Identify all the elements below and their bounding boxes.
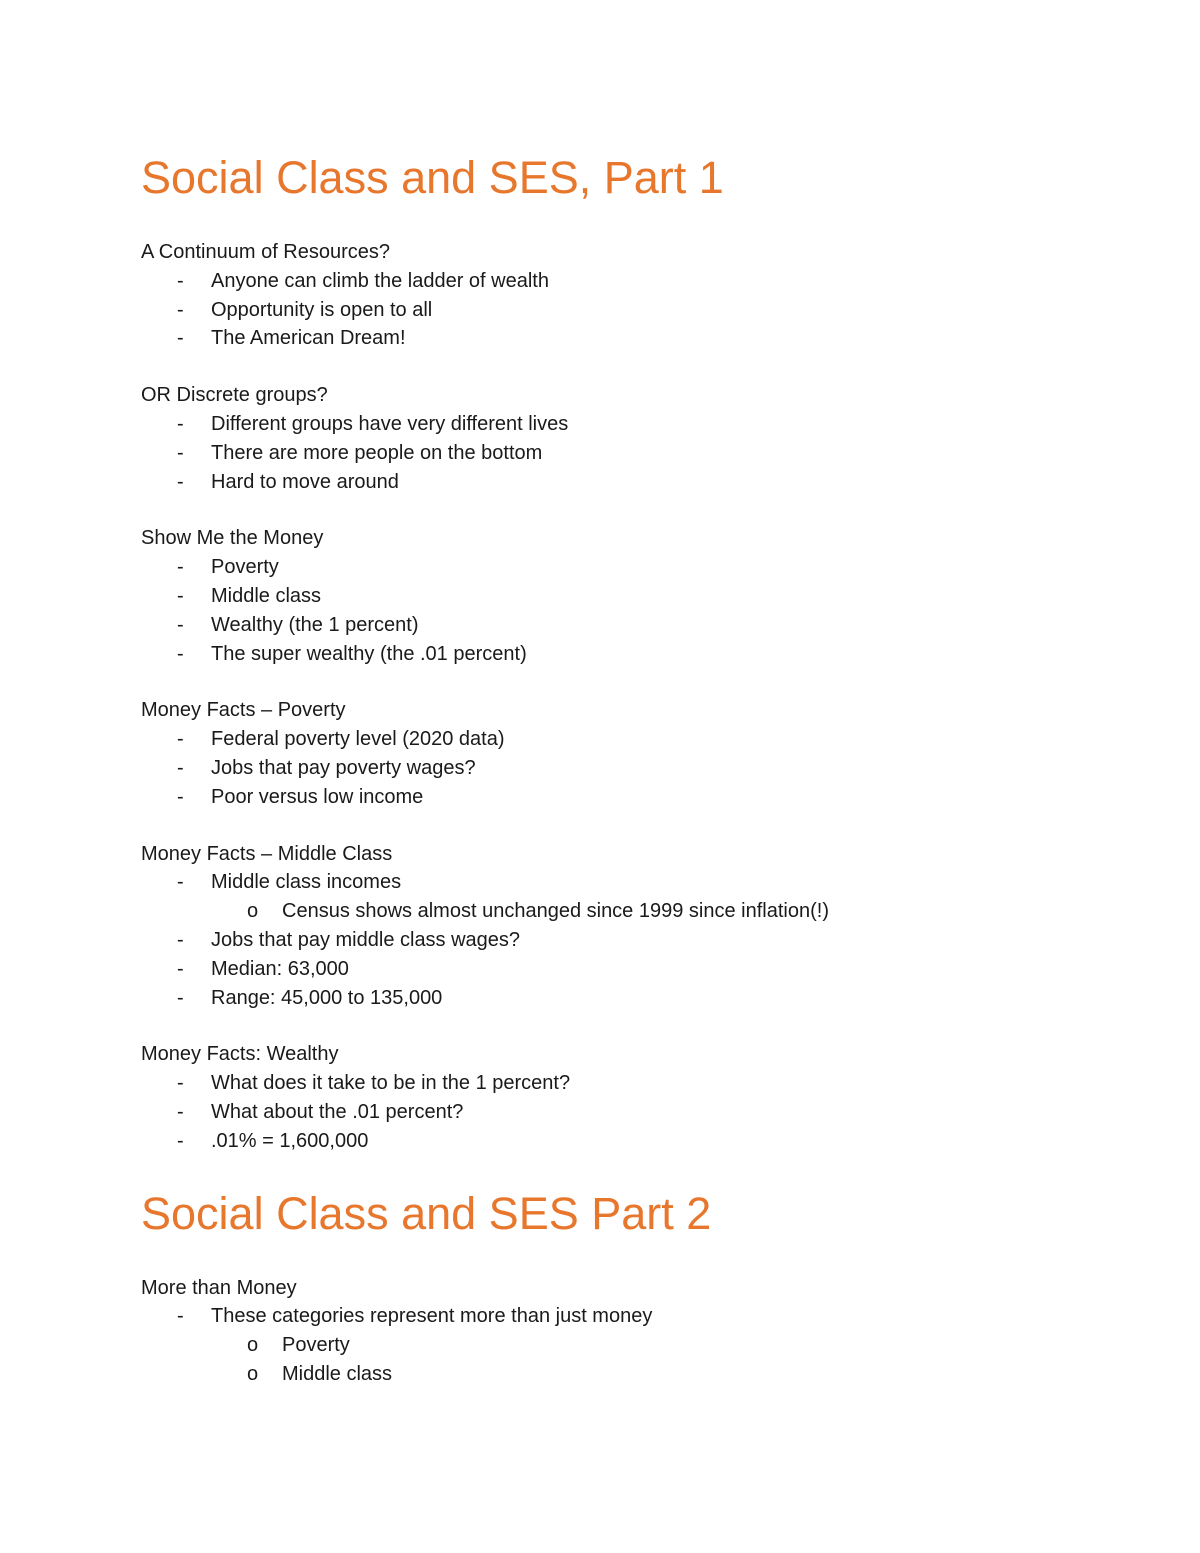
list-item (141, 1127, 1121, 1156)
bullet-list (141, 1302, 1121, 1388)
part1-sections (141, 238, 1121, 1156)
dash-bullet: - (177, 1100, 184, 1123)
section (141, 381, 1121, 496)
list-item (141, 267, 1121, 296)
list-item-text: Range: 45,000 to 135,000 (211, 986, 443, 1009)
list-item (141, 984, 1121, 1013)
list-item-text: Different groups have very different lives (211, 412, 569, 435)
list-item-text: Middle class (211, 584, 322, 607)
list-item (141, 955, 1121, 984)
list-item (141, 754, 1121, 783)
sub-list-item (211, 897, 1121, 926)
dash-bullet: - (177, 957, 184, 980)
dash-bullet: - (177, 298, 184, 321)
list-item-text: Wealthy (the 1 percent) (211, 613, 419, 636)
list-item-text: The American Dream! (211, 327, 406, 350)
circle-bullet: o (247, 1362, 259, 1385)
sub-list-item (211, 1360, 1121, 1389)
list-item (141, 582, 1121, 611)
section (141, 238, 1121, 353)
part2-sections (141, 1274, 1121, 1389)
list-item-text: Jobs that pay poverty wages? (211, 756, 476, 779)
list-item-text: Anyone can climb the ladder of wealth (211, 269, 549, 292)
list-item-text: These categories represent more than just money (211, 1305, 653, 1328)
list-item-text: Jobs that pay middle class wages? (211, 928, 521, 951)
dash-bullet: - (177, 1305, 184, 1328)
list-item (141, 611, 1121, 640)
section (141, 1274, 1121, 1389)
sub-bullet-list (211, 897, 1121, 926)
list-item (141, 324, 1121, 353)
list-item (141, 410, 1121, 439)
dash-bullet: - (177, 728, 184, 751)
list-item-text: Poverty (211, 556, 279, 579)
dash-bullet: - (177, 928, 184, 951)
list-item (141, 296, 1121, 325)
list-item (141, 1302, 1121, 1388)
section-title: A Continuum of Resources? (141, 241, 391, 263)
part1-heading: Social Class and SES, Part 1 (141, 152, 724, 203)
list-item (141, 1098, 1121, 1127)
list-item (141, 1069, 1121, 1098)
list-item (141, 868, 1121, 926)
list-item-text: What about the .01 percent? (211, 1100, 464, 1123)
dash-bullet: - (177, 1072, 184, 1095)
dash-bullet: - (177, 269, 184, 292)
bullet-list (141, 267, 1121, 353)
bullet-list (141, 725, 1121, 811)
dash-bullet: - (177, 871, 184, 894)
section-title: Money Facts: Wealthy (141, 1043, 339, 1066)
section-title: More than Money (141, 1276, 297, 1299)
section (141, 696, 1121, 811)
list-item-text: What does it take to be in the 1 percent? (211, 1072, 571, 1095)
list-item (141, 468, 1121, 497)
list-item (141, 725, 1121, 754)
list-item-text: There are more people on the bottom (211, 441, 543, 464)
list-item-text: Opportunity is open to all (211, 298, 433, 321)
dash-bullet: - (177, 584, 184, 607)
section-title: Money Facts – Middle Class (141, 842, 393, 865)
dash-bullet: - (177, 327, 184, 350)
section (141, 840, 1121, 1013)
bullet-list (141, 1069, 1121, 1155)
list-item-text: Poor versus low income (211, 785, 424, 808)
list-item-text: Federal poverty level (2020 data) (211, 728, 505, 751)
part2-heading: Social Class and SES Part 2 (141, 1187, 712, 1239)
dash-bullet: - (177, 441, 184, 464)
sub-list-item-text: Poverty (282, 1334, 350, 1357)
dash-bullet: - (177, 613, 184, 636)
section-title: Show Me the Money (141, 527, 324, 550)
dash-bullet: - (177, 470, 184, 493)
circle-bullet: o (247, 900, 259, 923)
section-title: Money Facts – Poverty (141, 699, 346, 722)
bullet-list (141, 410, 1121, 496)
list-item-text: The super wealthy (the .01 percent) (211, 642, 527, 665)
bullet-list (141, 868, 1121, 1012)
section-title: OR Discrete groups? (141, 384, 328, 407)
dash-bullet: - (177, 986, 184, 1009)
dash-bullet: - (177, 556, 184, 579)
sub-list-item-text: Middle class (282, 1362, 393, 1385)
dash-bullet: - (177, 412, 184, 435)
sub-list-item-text: Census shows almost unchanged since 1999 since inflation(!) (282, 900, 829, 923)
list-item-text: .01% = 1,600,000 (211, 1129, 369, 1152)
section (141, 1040, 1121, 1155)
bullet-list (141, 553, 1121, 668)
list-item (141, 926, 1121, 955)
list-item (141, 783, 1121, 812)
dash-bullet: - (177, 1129, 184, 1152)
list-item-text: Hard to move around (211, 470, 399, 493)
list-item-text: Middle class incomes (211, 871, 402, 894)
list-item (141, 640, 1121, 669)
list-item-text: Median: 63,000 (211, 957, 349, 980)
dash-bullet: - (177, 642, 184, 665)
sub-list-item (211, 1331, 1121, 1360)
circle-bullet: o (247, 1334, 259, 1357)
dash-bullet: - (177, 785, 184, 808)
list-item (141, 553, 1121, 582)
section (141, 524, 1121, 668)
list-item (141, 439, 1121, 468)
dash-bullet: - (177, 756, 184, 779)
document-page (141, 148, 1121, 1417)
sub-bullet-list (211, 1331, 1121, 1389)
